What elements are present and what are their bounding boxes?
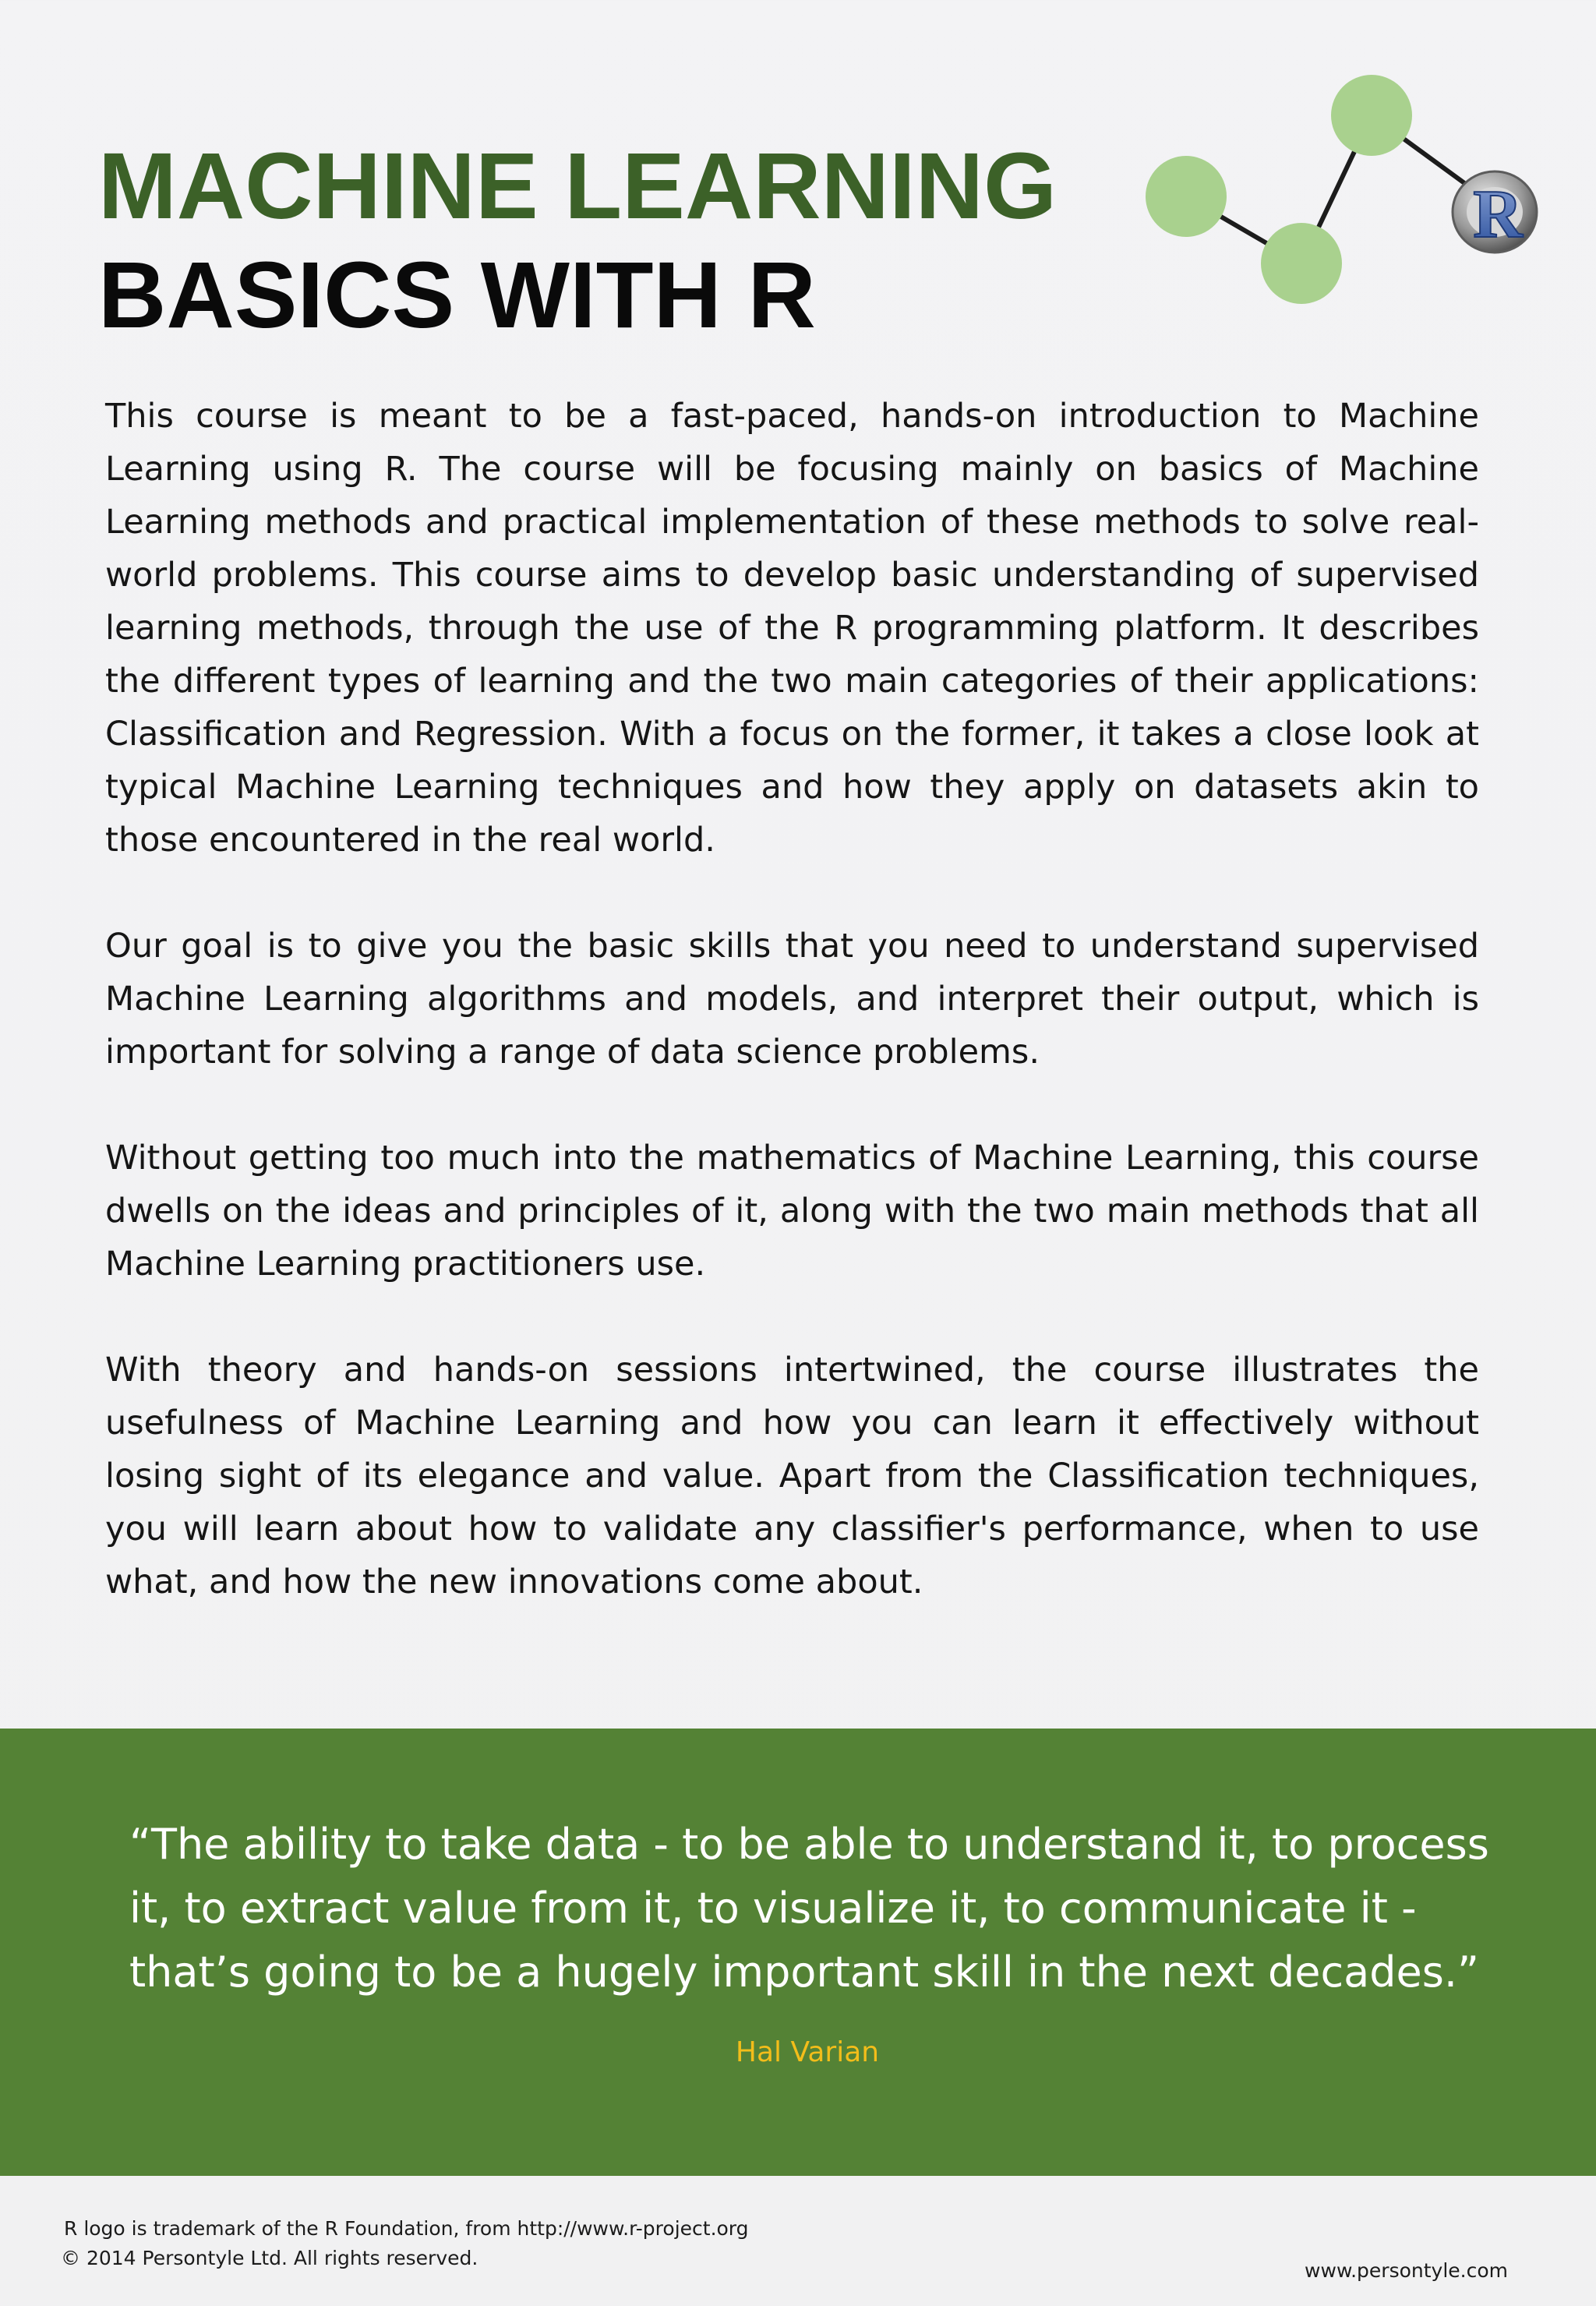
quote-banner — [0, 1729, 1596, 2176]
r-logo-icon — [1453, 171, 1537, 252]
description-paragraph-2: Our goal is to give you the basic skills that you need to understand supervised Machine Learning algorithms and models, and interpret their output, which is important for solving a range of data science problems. — [105, 927, 1479, 1072]
footer-website-link[interactable]: www.persontyle.com — [1305, 2259, 1508, 2282]
graph-node-icon — [1331, 75, 1412, 156]
title-line-2: BASICS WITH R — [98, 242, 816, 348]
course-description — [105, 390, 1479, 1609]
description-paragraph-3: Without getting too much into the mathematics of Machine Learning, this course dwells on the ideas and principles of it, along with the two main methods that all Machine Learning practitioners use. — [105, 1139, 1479, 1284]
page-title — [98, 131, 1111, 349]
svg-text:R: R — [1473, 177, 1523, 252]
title-line-1: MACHINE LEARNING — [98, 132, 1058, 238]
description-paragraph-4: With theory and hands-on sessions intertwined, the course illustrates the usefulness of Machine Learning and how you can learn it effectively without losing sight of its elegance and value. Apart from the Classification techniques, you will learn about how to validate any classifier's performance, when to use what, and how the new innovations come about. — [105, 1351, 1479, 1601]
quote-author: Hal Varian — [735, 2036, 880, 2068]
footer-copyright: © 2014 Persontyle Ltd. All rights reserved. — [61, 2247, 478, 2269]
quote-text: “The ability to take data - to be able to understand it, to process it, to extract value from it, to visualize it, to communicate it - that’s going to be a hugely important skill in the next decades.” — [129, 1820, 1489, 1997]
network-graph-icon — [1138, 70, 1543, 320]
description-paragraph-1: This course is meant to be a fast-paced, hands-on introduction to Machine Learning using R. The course will be focusing mainly on basics of Machine Learning methods and practical implementation of these methods to solve real-world problems. This course aims to develop basic understanding of supervised learning methods, through the use of the R programming platform. It describes the different types of learning and the two main categories of their applications: Classification and Regression. With a focus on the former, it takes a close look at typical Machine Learning techniques and how they apply on datasets akin to those encountered in the real world. — [105, 397, 1479, 860]
footer-trademark: R logo is trademark of the R Foundation, from http://www.r-project.org — [64, 2217, 749, 2240]
graph-node-icon — [1146, 156, 1227, 237]
footer — [0, 2176, 1596, 2306]
graph-node-icon — [1261, 223, 1342, 304]
